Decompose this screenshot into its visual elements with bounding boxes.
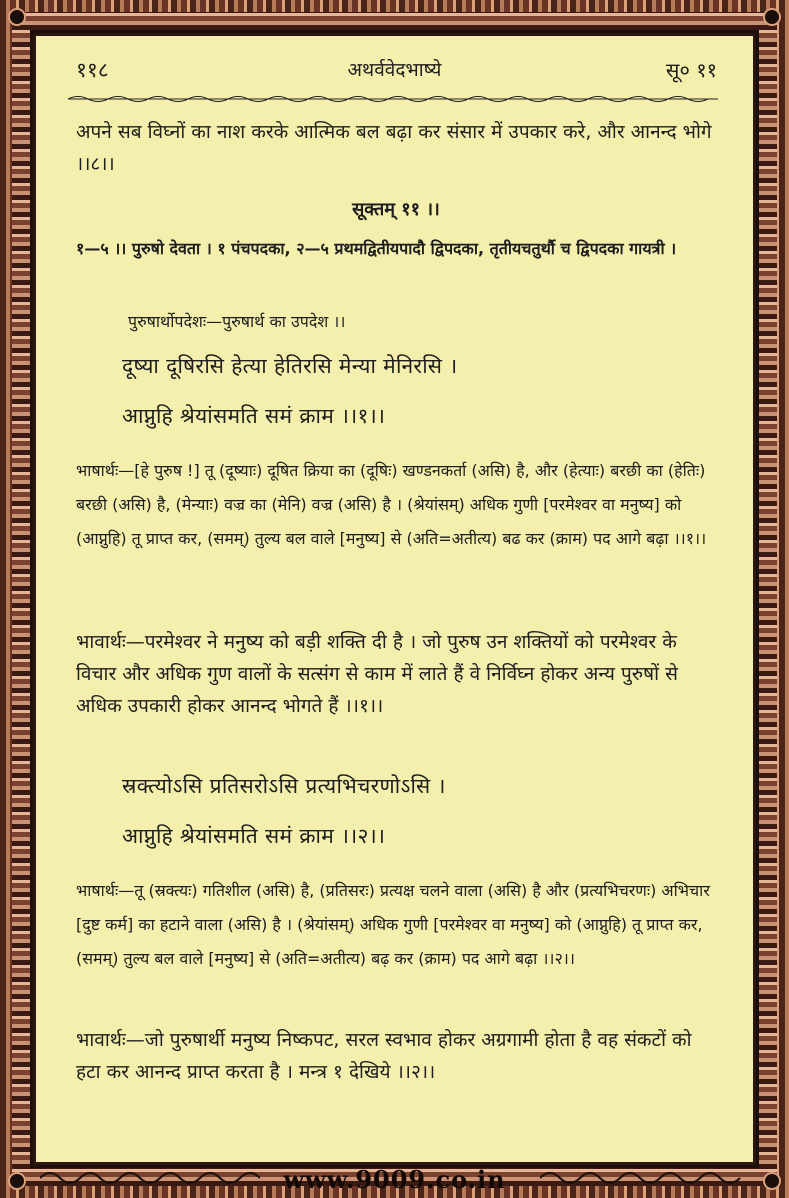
intro-paragraph: अपने सब विघ्नों का नाश करके आत्मिक बल बढ़ा कर संसार में उपकार करे, और आनन्द भोगे ।।८।। [76, 121, 712, 175]
book-title: अथर्ववेदभाष्ये [347, 59, 442, 81]
corner-ornament-icon [8, 8, 26, 26]
sukta-reference: सू० ११ [665, 58, 717, 82]
website-watermark[interactable]: www.9009.co.in [283, 1165, 506, 1194]
page-header [36, 56, 753, 86]
upadesha-line: पुरुषार्थोपदेशः—पुरुषार्थ का उपदेश ।। [128, 312, 346, 331]
sukta-meta: १—५ ।। पुरुषो देवता । १ पंचपदका, २—५ प्रथमद्वितीयपादौ द्विपदका, तृतीयचतुर्थौ च द्विपदका गायत्री । [76, 239, 677, 258]
mantra-2-line-1: स्रक्त्योऽसि प्रतिसरोऽसि प्रत्यभिचरणोऽसि । [122, 774, 446, 798]
bhavartha-1: भावार्थः—परमेश्वर ने मनुष्य को बड़ी शक्ति दी है । जो पुरुष उन शक्तियों को परमेश्वर के विचार और अधिक गुण वालों के सत्संग से काम में लाते हैं वे निर्विघ्न होकर अन्य पुरुषों से अधिक उपकारी होकर आनन्द भोगते हैं ।।१।। [76, 631, 678, 717]
corner-ornament-icon [763, 8, 781, 26]
bhavartha-2: भावार्थः—जो पुरुषार्थी मनुष्य निष्कपट, सरल स्वभाव होकर अग्रगामी होता है वह संकटों को हटा कर आनन्द प्राप्त करता है । मन्त्र १ देखिये ।।२।। [76, 1029, 692, 1083]
book-page [36, 36, 753, 1162]
mantra-1-line-1: दूष्या दूषिरसि हेत्या हेतिरसि मेन्या मेनिरसि । [122, 354, 458, 378]
bhashartha-1: भाषार्थः—[हे पुरुष !] तू (दूष्याः) दूषित क्रिया का (दूषिः) खण्डनकर्ता (असि) है, और (हेत्याः) बरछी का (हेतिः) बरछी (असि) है, (मेन्याः) वज्र का (मेनि) वज्र (असि) है । (श्रेयांसम्) अधिक गुणी [परमेश्वर वा मनुष्य] को (आप्नुहि) तू प्राप्त कर, (समम्) तुल्य बल वाले [मनुष्य] से (अति=अतीत्य) बढ कर (क्राम) पद आगे बढ़ा ।।१।। [76, 461, 707, 548]
header-divider-ornament [68, 94, 718, 104]
page-number: ११८ [76, 58, 109, 82]
bhashartha-2: भाषार्थः—तू (स्रक्त्यः) गतिशील (असि) है, (प्रतिसरः) प्रत्यक्ष चलने वाला (असि) है और (प्रत्यभिचरणः) अभिचार [दुष्ट कर्म] का हटाने वाला (असि) है । (श्रेयांसम्) अधिक गुणी [परमेश्वर वा मनुष्य] को (आप्नुहि) तू प्राप्त कर, (समम्) तुल्य बल वाले [मनुष्य] से (अति=अतीत्य) बढ़ कर (क्राम) पद आगे बढ़ा ।।२।। [76, 881, 710, 968]
mantra-1-line-2: आप्नुहि श्रेयांसमति समं क्राम ।।१।। [122, 404, 386, 428]
sukta-title: सूक्तम् ११ ।। [352, 199, 440, 220]
mantra-2-line-2: आप्नुहि श्रेयांसमति समं क्राम ।।२।। [122, 824, 386, 848]
